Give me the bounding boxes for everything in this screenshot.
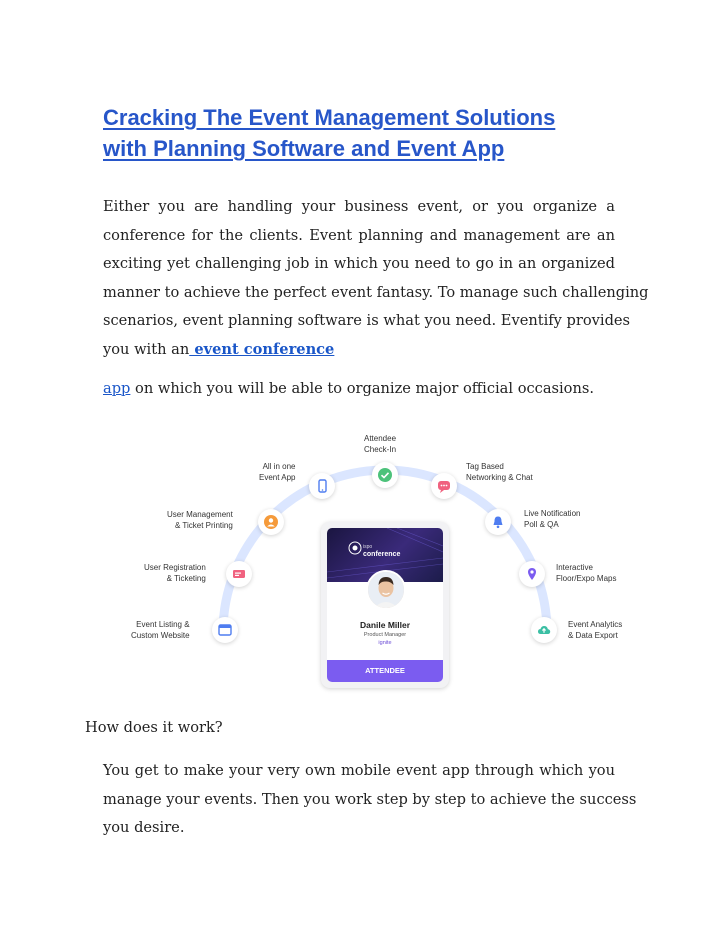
feature-event-analytics: Event Analytics & Data Export bbox=[568, 620, 623, 640]
user-registration-node bbox=[226, 561, 252, 587]
feature-event-listing: Event Listing & Custom Website bbox=[131, 620, 190, 640]
title-line-1: Cracking The Event Management Solutions bbox=[103, 105, 556, 130]
event-app-features-figure bbox=[118, 420, 638, 700]
attendee-org: ignite bbox=[378, 640, 392, 646]
intro-line-2: conference for the clients. Event planning and management are an bbox=[103, 226, 615, 244]
user-management-node bbox=[258, 509, 284, 535]
chat-icon bbox=[436, 478, 452, 494]
event-conference-link[interactable]: event conference bbox=[189, 340, 335, 358]
event-listing-node bbox=[212, 617, 238, 643]
intro-line-7 bbox=[103, 375, 615, 404]
bell-icon bbox=[490, 514, 506, 530]
user-icon bbox=[263, 514, 279, 530]
tag-based-node bbox=[431, 473, 457, 499]
title-line-2: with Planning Software and Event App bbox=[103, 136, 505, 161]
app-link[interactable]: app bbox=[103, 380, 131, 397]
feature-checkin: Attendee Check-In bbox=[364, 434, 397, 454]
how-it-works-heading: How does it work? bbox=[85, 719, 223, 736]
ticket-icon bbox=[231, 566, 247, 582]
live-notification-node bbox=[485, 509, 511, 535]
map-pin-icon bbox=[524, 566, 540, 582]
how-line-3: you desire. bbox=[103, 819, 185, 837]
how-line-1: You get to make your very own mobile event app through which you bbox=[103, 762, 615, 779]
intro-line-7-suffix: on which you will be able to organize major official occasions. bbox=[130, 380, 594, 397]
badge-logo: ispo conference bbox=[363, 544, 401, 558]
feature-interactive-maps: Interactive Floor/Expo Maps bbox=[556, 563, 617, 583]
feature-all-in-one: All in one Event App bbox=[259, 462, 296, 482]
feature-user-registration: User Registration & Ticketing bbox=[144, 563, 206, 583]
attendee-badge bbox=[321, 522, 449, 688]
intro-line-6 bbox=[103, 336, 615, 365]
attendee-avatar bbox=[366, 570, 406, 610]
feature-user-management: User Management & Ticket Printing bbox=[167, 510, 233, 530]
intro-paragraph bbox=[103, 193, 649, 365]
intro-line-1: Either you are handling your business event, or you organize a bbox=[103, 198, 615, 215]
attendee-name: Danile Miller bbox=[359, 620, 411, 630]
feature-tag-based: Tag Based Networking & Chat bbox=[466, 462, 533, 482]
intro-line-5: scenarios, event planning software is what you need. Eventify provides bbox=[103, 312, 631, 330]
how-it-works-paragraph bbox=[103, 757, 637, 843]
intro-line-3: exciting yet challenging job in which you need to go in an organized bbox=[103, 255, 615, 273]
interactive-maps-node bbox=[519, 561, 545, 587]
attendee-pass-label: ATTENDEE bbox=[327, 660, 443, 682]
document-title bbox=[103, 102, 643, 164]
checkin-node bbox=[372, 462, 398, 488]
event-analytics-node bbox=[531, 617, 557, 643]
phone-icon bbox=[314, 478, 330, 494]
intro-paragraph-continued bbox=[103, 375, 615, 404]
how-line-2: manage your events. Then you work step by step to achieve the success bbox=[103, 790, 637, 808]
intro-line-6-prefix: you with an bbox=[103, 340, 190, 358]
badge-card bbox=[327, 528, 443, 682]
cloud-upload-icon bbox=[536, 622, 552, 638]
attendee-role: Product Manager bbox=[363, 632, 407, 638]
intro-line-4: manner to achieve the perfect event fantasy. To manage such challenging bbox=[103, 283, 649, 301]
check-icon bbox=[377, 467, 393, 483]
browser-icon bbox=[217, 622, 233, 638]
all-in-one-node bbox=[309, 473, 335, 499]
feature-live-notification: Live Notification Poll & QA bbox=[524, 509, 581, 529]
